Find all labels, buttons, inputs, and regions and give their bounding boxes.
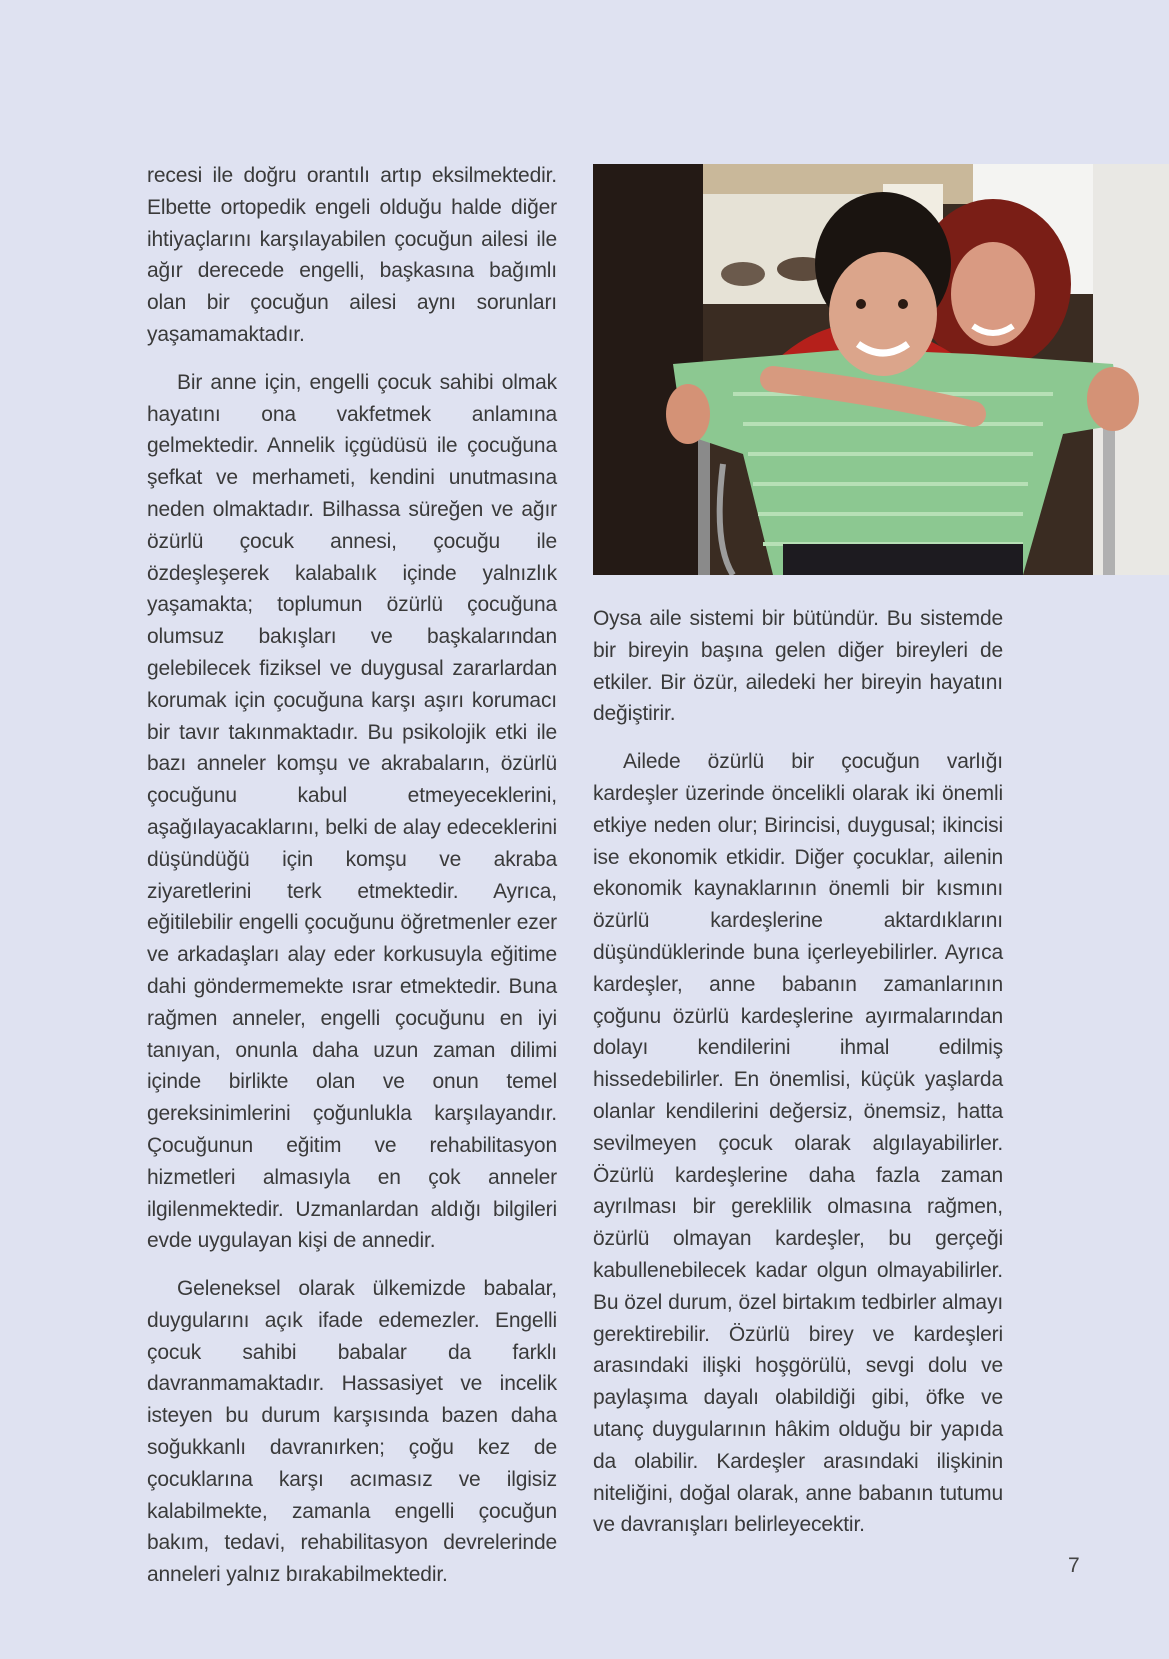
paragraph: Geleneksel olarak ülkemizde babalar, duygularını açık ifade edemezler. Engelli çocuk sahibi babalar da farklı davranmamaktadır. Hassasiyet ve incelik isteyen bu durum karşısında bazen daha soğukkanlı davranırken; çoğu kez de çocuklarına karşı acımasız ve ilgisiz kalabilmekte, zamanla engelli çocuğun bakım, tedavi, rehabilitasyon devrelerinde anneleri yalnız bırakabilmektedir. [147, 1277, 557, 1587]
paragraph: recesi ile doğru orantılı artıp eksilmektedir. Elbette ortopedik engeli olduğu halde diğer ihtiyaçlarını karşılayabilen çocuğun ailesi ile ağır derecede engelli, başkasına bağımlı olan bir çocuğun ailesi aynı sorunları yaşamamaktadır. [147, 164, 557, 346]
paragraph: Ailede özürlü bir çocuğun varlığı kardeşler üzerinde öncelikli olarak iki önemli etkiye neden olur; Birincisi, duygusal; ikincisi ise ekonomik etkidir. Diğer çocuklar, ailenin ekonomik kaynaklarının önemli bir kısmını özürlü kardeşlerine aktardıklarını düşündüklerinde buna içerleyebilirler. Ayrıca kardeşler, anne babanın zamanlarının çoğunu özürlü kardeşlerine ayırmalarından dolayı kendilerini ihmal edilmiş hissedebilirler. En önemlisi, küçük yaşlarda olanlar kendilerini değersiz, önemsiz, hatta sevilmeyen çocuk olarak algılayabilirler. Özürlü kardeşlerine daha fazla zaman ayrılması bir gereklilik olmasına rağmen, özürlü olmayan kardeşler, bu gerçeği kabullenebilecek kadar olgun olmayabilirler. Bu özel durum, özel birtakım tedbirler almayı gerektirebilir. Özürlü birey ve kardeşleri arasındaki ilişki hoşgörülü, sevgi dolu ve paylaşıma dayalı olabildiği gibi, öfke ve utanç duygularının hâkim olduğu bir yapıda da olabilir. Kardeşler arasındaki ilişkinin niteliğini, doğal olarak, anne babanın tutumu ve davranışları belirleyecektir. [593, 750, 1003, 1537]
page-number: 7 [1068, 1554, 1080, 1577]
right-text-column [593, 603, 1003, 1557]
photo-mother-and-child [593, 164, 1169, 575]
left-text-column [147, 160, 557, 1607]
paragraph: Oysa aile sistemi bir bütündür. Bu sistemde bir bireyin başına gelen diğer bireyleri de etkiler. Bir özür, ailedeki her bireyin hayatını değiştirir. [593, 607, 1003, 726]
paragraph: Bir anne için, engelli çocuk sahibi olmak hayatını ona vakfetmek anlamına gelmektedir. Annelik içgüdüsü ile çocuğuna şefkat ve merhameti, kendini unutmasına neden olmaktadır. Bilhassa süreğen ve ağır özürlü çocuk annesi, çocuğu ile özdeşleşerek kalabalık içinde yalnızlık yaşamakta; toplumun özürlü çocuğuna olumsuz bakışları ve başkalarından gelebilecek fiziksel ve duygusal zararlardan korumak için çocuğuna karşı aşırı korumacı bir tavır takınmaktadır. Bu psikolojik etki ile bazı anneler komşu ve akrabaların, özürlü çocuğunu kabul etmeyeceklerini, aşağılayacaklarını, belki de alay edeceklerini düşündüğü için komşu ve akraba ziyaretlerini terk etmektedir. Ayrıca, eğitilebilir engelli çocuğunu öğretmenler ezer ve arkadaşları alay eder korkusuyla eğitime dahi göndermemekte ısrar etmektedir. Buna rağmen anneler, engelli çocuğunu en iyi tanıyan, onunla daha uzun zaman dilimi içinde birlikte olan ve onun temel gereksinimlerini çoğunlukla karşılayandır. Çocuğunun eğitim ve rehabilitasyon hizmetleri almasıyla en çok anneler ilgilenmektedir. Uzmanlardan aldığı bilgileri evde uygulayan kişi de annedir. [147, 370, 557, 1253]
